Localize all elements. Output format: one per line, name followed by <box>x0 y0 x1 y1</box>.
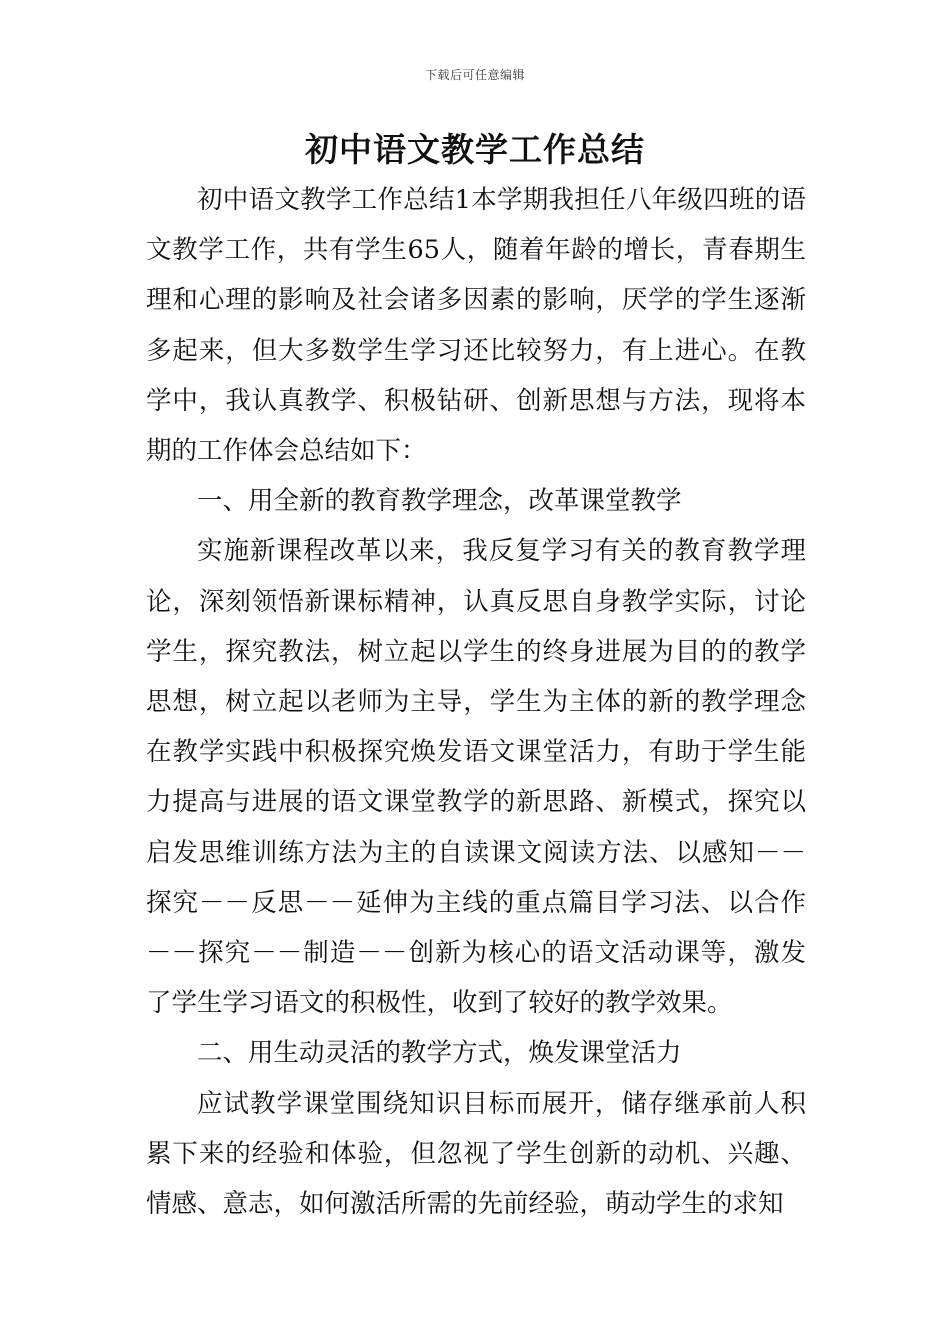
document-title: 初中语文教学工作总结 <box>305 130 645 169</box>
document-body <box>146 175 806 1229</box>
paragraph-intro: 初中语文教学工作总结1本学期我担任八年级四班的语文教学工作，共有学生65人，随着年龄的增长，青春期生理和心理的影响及社会诸多因素的影响，厌学的学生逐渐多起来，但大多数学生学习还比较努力，有上进心。在教学中，我认真教学、积极钻研、创新思想与方法，现将本期的工作体会总结如下： <box>146 185 806 467</box>
paragraph-section-2: 应试教学课堂围绕知识目标而展开，储存继承前人积累下来的经验和体验，但忽视了学生创新的动机、兴趣、情感、意志，如何激活所需的先前经验，萌动学生的求知 <box>146 1088 806 1220</box>
section-heading-1: 一、用全新的教育教学理念，改革课堂教学 <box>197 486 682 517</box>
section-heading-2: 二、用生动灵活的教学方式，焕发课堂活力 <box>197 1038 682 1069</box>
header-note: 下载后可任意编辑 <box>424 68 525 82</box>
paragraph-section-1: 实施新课程改革以来，我反复学习有关的教育教学理论，深刻领悟新课标精神，认真反思自身教学实际，讨论学生，探究教法，树立起以学生的终身进展为目的的教学思想，树立起以老师为主导，学生为主体的新的教学理念在教学实践中积极探究焕发语文课堂活力，有助于学生能力提高与进展的语文课堂教学的新思路、新模式，探究以启发思维训练方法为主的自读课文阅读方法、以感知－－探究－－反思－－延伸为主线的重点篇目学习法、以合作－－探究－－制造－－创新为核心的语文活动课等，激发了学生学习语文的积极性，收到了较好的教学效果。 <box>146 536 806 1019</box>
